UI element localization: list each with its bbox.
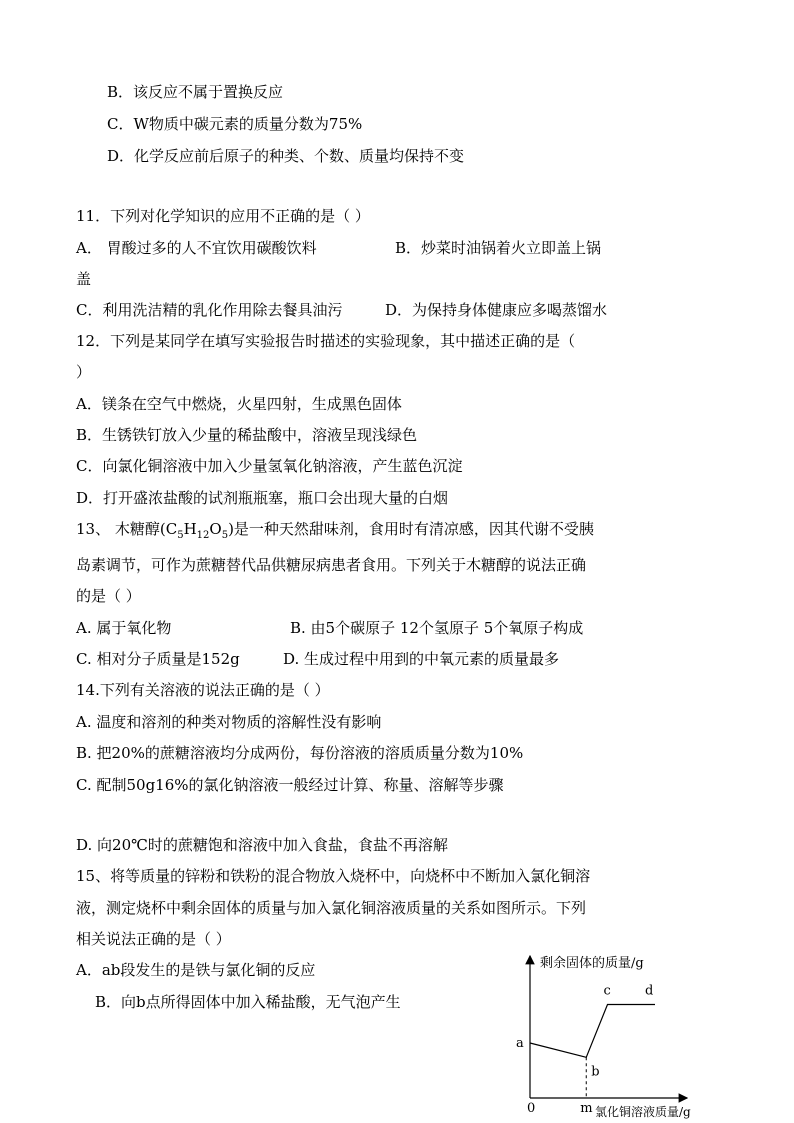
q15-option-b: B．向b点所得固体中加入稀盐酸，无气泡产生	[95, 993, 401, 1011]
x-tick-label-m: m	[580, 1101, 593, 1116]
point-label-d: d	[645, 983, 654, 999]
q12-option-b: B．生锈铁钉放入少量的稀盐酸中，溶液呈现浅绿色	[76, 426, 418, 444]
q13-stem-text: O	[209, 520, 222, 538]
q12-stem-cont: ）	[76, 363, 92, 381]
q15-stem-line3: 相关说法正确的是（ ）	[76, 930, 231, 948]
q13-option-a: A. 属于氧化物	[76, 619, 172, 637]
q14-option-c: C. 配制50g16%的氯化钠溶液一般经过计算、称量、溶解等步骤	[76, 776, 504, 794]
series-line	[530, 1005, 655, 1058]
q13-subscript-c: 5	[177, 530, 184, 541]
q15-graph	[505, 948, 715, 1123]
q13-stem-text: H	[183, 520, 197, 538]
q11-stem: 11．下列对化学知识的应用不正确的是（ ）	[76, 207, 370, 225]
q10-option-c: C．W物质中碳元素的质量分数为75%	[107, 115, 363, 133]
q10-option-b: B．该反应不属于置换反应	[107, 83, 284, 101]
q12-option-d: D．打开盛浓盐酸的试剂瓶瓶塞，瓶口会出现大量的白烟	[76, 489, 449, 507]
q13-option-d: D. 生成过程中用到的中氧元素的质量最多	[283, 650, 560, 668]
q11-option-a: A． 胃酸过多的人不宜饮用碳酸饮料	[76, 239, 317, 257]
q13-option-b: B. 由5个碳原子 12个氢原子 5个氧原子构成	[290, 619, 584, 637]
point-label-c: c	[603, 983, 611, 999]
q15-stem-line2: 液，测定烧杯中剩余固体的质量与加入氯化铜溶液质量的关系如图所示。下列	[76, 899, 587, 917]
q10-option-d: D．化学反应前后原子的种类、个数、质量均保持不变	[107, 147, 465, 165]
point-labels	[516, 984, 653, 1080]
q13-stem-text: )是一种天然甜味剂，食用时有清凉感，因其代谢不受胰	[228, 520, 594, 538]
q11-option-b: B．炒菜时油锅着火立即盖上锅	[395, 239, 602, 257]
q14-option-d: D. 向20℃时的蔗糖饱和溶液中加入食盐，食盐不再溶解	[76, 836, 448, 854]
q13-subscript-o: 5	[221, 530, 229, 541]
x-axis-label: 氯化铜溶液质量/g	[595, 1105, 691, 1119]
y-axis-label: 剩余固体的质量/g	[540, 956, 644, 971]
q11-option-d: D．为保持身体健康应多喝蒸馏水	[385, 301, 608, 319]
q15-option-a: A．ab段发生的是铁与氯化铜的反应	[76, 961, 316, 979]
q14-stem: 14.下列有关溶液的说法正确的是（ ）	[76, 681, 330, 699]
q11-option-c: C．利用洗洁精的乳化作用除去餐具油污	[76, 301, 343, 319]
q13-stem	[76, 519, 594, 546]
q11-option-b-cont: 盖	[76, 270, 92, 288]
q12-option-a: A．镁条在空气中燃烧，火星四射，生成黑色固体	[76, 395, 402, 413]
point-label-b: b	[591, 1064, 600, 1080]
q13-stem-line2: 岛素调节，可作为蔗糖替代品供糖尿病患者食用。下列关于木糖醇的说法正确	[76, 556, 587, 574]
q13-option-c: C. 相对分子质量是152g	[76, 650, 240, 668]
q14-option-b: B. 把20%的蔗糖溶液均分成两份，每份溶液的溶质质量分数为10%	[76, 744, 524, 762]
q13-stem-line3: 的是（ ）	[76, 587, 141, 605]
point-label-a: a	[516, 1036, 524, 1051]
origin-label: 0	[527, 1101, 536, 1116]
q15-stem-line1: 15、将等质量的锌粉和铁粉的混合物放入烧杯中，向烧杯中不断加入氯化铜溶	[76, 867, 591, 885]
q12-stem: 12．下列是某同学在填写实验报告时描述的实验现象，其中描述正确的是（	[76, 332, 576, 350]
q13-subscript-h: 12	[196, 530, 210, 541]
q13-stem-text: 13、 木糖醇(C	[76, 520, 178, 538]
q14-option-a: A. 温度和溶剂的种类对物质的溶解性没有影响	[76, 713, 382, 731]
q12-option-c: C．向氯化铜溶液中加入少量氢氧化钠溶液，产生蓝色沉淀	[76, 457, 463, 475]
